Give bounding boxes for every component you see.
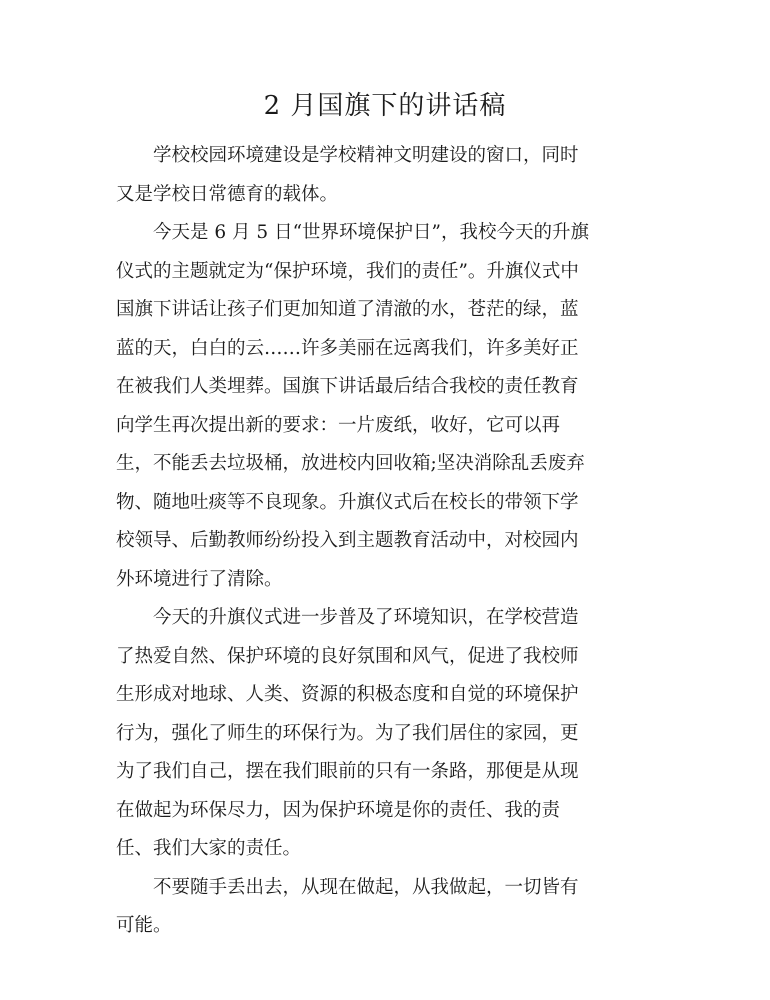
paragraph-line: 今天的升旗仪式进一步普及了环境知识，在学校营造 [153,607,579,628]
paragraph-line: 在做起为环保尽力，因为保护环境是你的责任、我的责 [116,799,561,821]
paragraph-line: 蓝的天，白白的云……许多美丽在远离我们，许多美好正 [116,337,579,359]
paragraph-line: 生，不能丢去垃圾桶，放进校内回收箱;坚决消除乱丢废弃 [116,453,585,474]
paragraph-line: 国旗下讲话让孩子们更加知道了清澈的水，苍茫的绿，蓝 [116,299,579,320]
paragraph-line: 行为，强化了师生的环保行为。为了我们居住的家园，更 [116,722,579,744]
paragraph-line: 向学生再次提出新的要求：一片废纸，收好，它可以再 [116,414,561,436]
paragraph-line: 为了我们自己，摆在我们眼前的只有一条路，那便是从现 [116,761,579,782]
paragraph-line: 可能。 [116,915,172,936]
paragraph-line: 物、随地吐痰等不良现象。升旗仪式后在校长的带领下学 [116,491,579,513]
paragraph-line: 学校校园环境建设是学校精神文明建设的窗口，同时 [153,145,579,166]
paragraph-line: 了热爱自然、保护环境的良好氛围和风气，促进了我校师 [116,645,579,667]
paragraph-line: 外环境进行了清除。 [116,568,283,590]
paragraph-line: 又是学校日常德育的载体。 [116,183,339,205]
paragraph-line: 校领导、后勤教师纷纷投入到主题教育活动中，对校园内 [116,530,579,551]
paragraph-line: 在被我们人类埋葬。国旗下讲话最后结合我校的责任教育 [116,376,579,397]
paragraph-line: 今天是 6 月 5 日“世界环境保护日”，我校今天的升旗 [153,222,589,243]
paragraph-line: 任、我们大家的责任。 [116,838,302,859]
document-title: 2 月国旗下的讲话稿 [263,91,507,121]
document-body [116,137,646,946]
paragraph-line: 不要随手丢出去，从现在做起，从我做起，一切皆有 [153,876,579,898]
paragraph-line: 生形成对地球、人类、资源的积极态度和自觉的环境保护 [116,684,579,705]
paragraph-line: 仪式的主题就定为“保护环境，我们的责任”。升旗仪式中 [116,260,579,282]
